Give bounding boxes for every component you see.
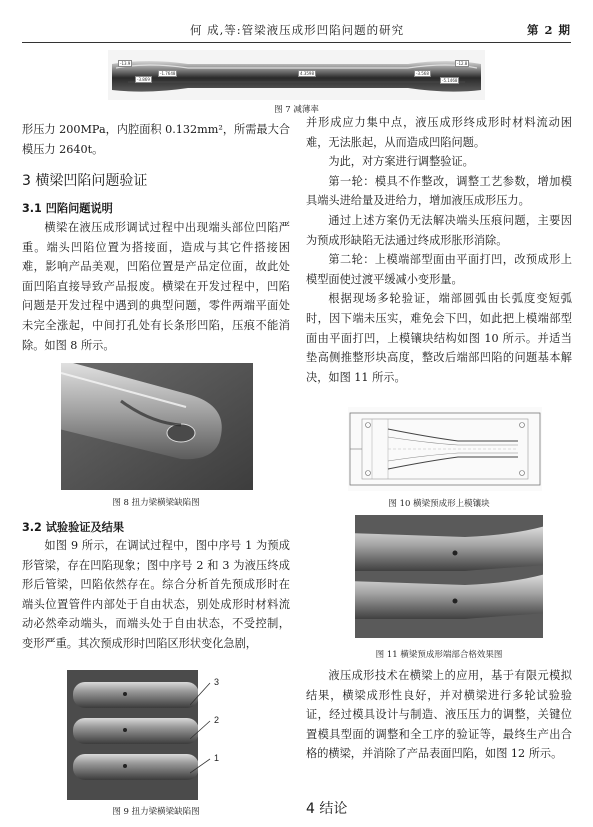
issue-number: 第 2 期 (526, 23, 571, 37)
paragraph-3-2: 如图 9 所示，在调试过程中，图中序号 1 为预成形管梁，存在凹陷现象；图中序号 2 和 3 为液压终成形后管梁，凹陷依然存在。综合分析首先预成形时在端头位置管件内部处于自由状态，别处成形时材料流动必然牵动端头，而端头处于自由状态，不受控制，变形严重。其次预成形时凹陷区形状变化急剧， (22, 539, 290, 650)
right-column-text-bottom: 液压成形技术在横梁上的应用，基于有限元模拟结果，横梁成形性良好，并对横梁进行多轮试验验证，经过模具设计与制造、液压压力的调整，关键位置模具型面的调整和全工序的验证等，最终生产出合格的横梁，并消除了产品表面凹陷，如图 12 所示。 (306, 669, 572, 761)
figure-9-image (67, 670, 198, 800)
paragraph-3-1: 横梁在液压成形调试过程中出现端头部位凹陷严重。端头凹陷位置为搭接面，造成与其它件搭接困难，影响产品美观，凹陷位置是产品定位面，故此处面凹陷直接导致产品报废。横梁在开发过程中，凹陷问题是开发过程中遇到的典型问题，零件两端平面处未完全涨起，中间打孔处有长条形凹陷，压痕不能消除。如图 8 所示。 (22, 221, 290, 352)
figure-9-caption: 图 9 扭力梁横梁缺陷图 (112, 807, 200, 817)
thinning-label: -5.1468 (442, 78, 458, 83)
thinning-label: -3.869 (137, 77, 150, 82)
figure-10-caption: 图 10 横梁预成形上模镶块 (388, 499, 490, 509)
figure-9-leader-lines (190, 675, 220, 785)
figure-9-label-2: 2 (214, 715, 220, 725)
figure-11-image (355, 515, 543, 638)
figure-8-image (61, 363, 253, 490)
section-3-heading: 3 横梁凹陷问题验证 (22, 173, 148, 189)
thinning-label: -3.568 (416, 71, 429, 76)
thinning-label: -12.8 (457, 61, 468, 66)
figure-9-label-3: 3 (214, 677, 220, 687)
intro-paragraph: 形压力 200MPa，内腔面积 0.132mm²，所需最大合模压力 2640t。 (22, 123, 290, 156)
subsection-3-2-heading: 3.2 试验验证及结果 (22, 521, 125, 534)
subsection-3-1-heading: 3.1 凹陷问题说明 (22, 202, 113, 215)
header-rule (22, 42, 571, 43)
figure-7-caption: 图 7 减薄率 (274, 105, 319, 115)
section-4-heading: 4 结论 (306, 801, 348, 817)
right-column-text-top: 并形成应力集中点，液压成形终成形时材料流动困难，无法胀起，从而造成凹陷问题。 为此，对方案进行调整验证。 第一轮：模具不作整改，调整工艺参数，增加模具端头进给量及进给力，增加液压成形压力。 通过上述方案仍无法解决端头压痕问题，主要因为预成形缺陷无法通过终成形胀形消除。 第二轮：上模端部型面由平面打凹，改预成形上模型面使过渡平缓减小变形量。 根据现场多轮验证，端部圆弧由长弧度变短弧时，因下端未压实，难免会下凹，如此把上模端部型面由平面打凹，上模镶块结构如图 10 所示。并适当垫高侧推整形块高度，整改后端部凹陷的问题基本解决，如图 11 所示。 (306, 116, 572, 384)
figure-10-image (348, 407, 542, 491)
figure-8-caption: 图 8 扭力梁横梁缺陷图 (112, 498, 200, 508)
figure-9-label-1: 1 (214, 753, 220, 763)
thinning-label: -13.9 (120, 61, 131, 66)
thinning-label: -1.7648 (160, 71, 176, 76)
running-header-title: 何 成,等:管梁液压成形凹陷问题的研究 (190, 23, 405, 37)
thinning-label: 4.3598 (300, 71, 314, 76)
figure-11-caption: 图 11 横梁预成形端部合格效果图 (375, 650, 503, 660)
